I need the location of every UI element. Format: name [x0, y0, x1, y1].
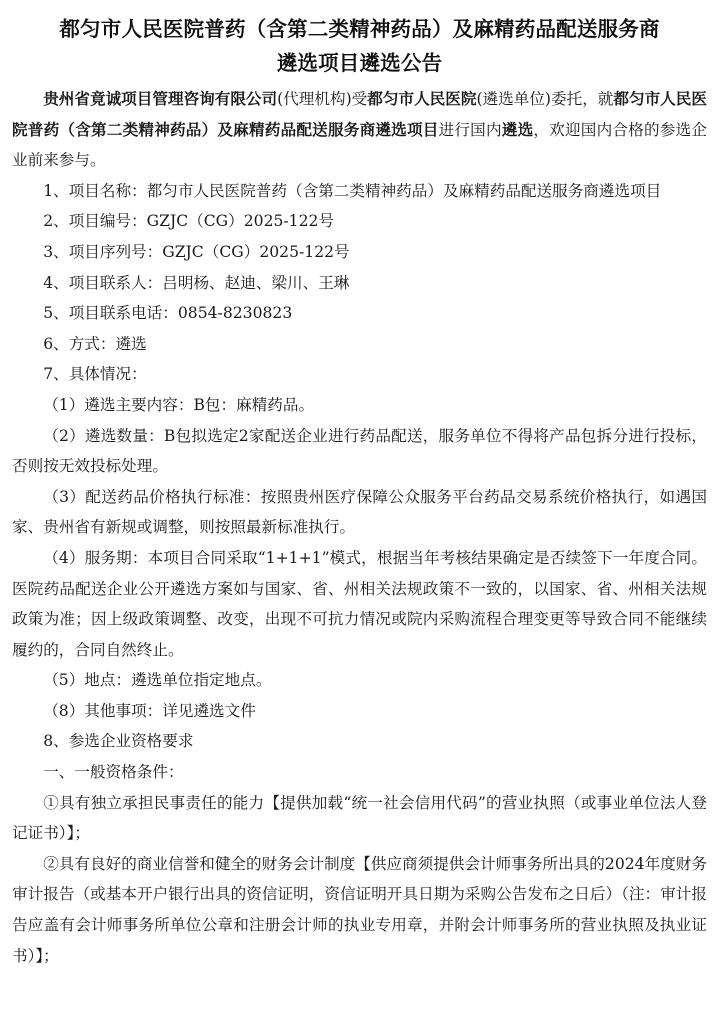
document-title: [12, 12, 707, 80]
item-project-serial: 3、项目序列号：GZJC（CG）2025-122号: [43, 242, 350, 261]
item-project-phone: 5、项目联系电话：0854-8230823: [43, 304, 293, 323]
hospital-name: 都匀市人民医院: [367, 90, 477, 108]
intro-closing: ，欢迎国内合格的参选企业前来参与。: [12, 120, 707, 170]
detail-service-period: （4）服务期：本项目合同采取“1+1+1”模式，根据当年考核结果确定是否续签下一年度合同。医院药品配送企业公开遴选方案如与国家、省、州相关法规政策不一致的，以国家、省、州相关法规政策为准；因上级政策调整、改变，出现不可抗力情况或院内采购流程合理变更等导致合同不能继续履约的，合同自然终止。: [12, 548, 707, 659]
detail-price-standard: （3）配送药品价格执行标准：按照贵州医疗保障公众服务平台药品交易系统价格执行，如遇国家、贵州省有新规或调整，则按照最新标准执行。: [12, 487, 707, 537]
title-line-1: 都匀市人民医院普药（含第二类精神药品）及麻精药品配送服务商: [59, 17, 660, 41]
project-suffix: 进行国内: [438, 120, 502, 139]
item-project-number: 2、项目编号：GZJC（CG）2025-122号: [43, 212, 335, 231]
general-qualification-heading: 一、一般资格条件：: [43, 763, 184, 782]
title-line-2: 遴选项目遴选公告: [276, 51, 443, 75]
selection-method: 遴选: [501, 120, 534, 139]
item-project-name: 1、项目名称：都匀市人民医院普药（含第二类精神药品）及麻精药品配送服务商遴选项目: [43, 181, 662, 200]
item-method: 6、方式：遴选: [43, 334, 147, 353]
intro-paragraph: [12, 84, 707, 176]
qualification-financial: ②具有良好的商业信誉和健全的财务会计制度【供应商须提供会计师事务所出具的2024年度财务审计报告（或基本开户银行出具的资信证明，资信证明开具日期为采购公告发布之日后）（注：审计报告应盖有会计师事务所单位公章和注册会计师的执业专用章，并附会计师事务所的营业执照及执业证书）】；: [12, 854, 707, 965]
item-project-contacts: 4、项目联系人：吕明杨、赵迪、梁川、王琳: [43, 273, 350, 292]
agency-name: 贵州省竟诚项目管理咨询有限公司: [43, 90, 278, 108]
detail-main-content: （1）遴选主要内容：B包：麻精药品。: [43, 395, 315, 414]
detail-other-matters: （8）其他事项：详见遴选文件: [43, 701, 256, 720]
qualification-civil-liability: ①具有独立承担民事责任的能力【提供加载“统一社会信用代码”的营业执照（或事业单位法人登记证书）】；: [12, 793, 707, 843]
agency-role: (代理机构)受: [277, 90, 368, 108]
item-qualification-heading: 8、参选企业资格要求: [43, 732, 194, 751]
hospital-role: (遴选单位)委托，就: [476, 90, 614, 108]
item-details-heading: 7、具体情况：: [43, 365, 147, 384]
detail-quantity: （2）遴选数量：B包拟选定2家配送企业进行药品配送，服务单位不得将产品包拆分进行投标，否则按无效投标处理。: [12, 426, 707, 476]
detail-location: （5）地点：遴选单位指定地点。: [43, 671, 272, 690]
project-name: 都匀市人民医院普药（含第二类精神药品）及麻精药品配送服务商遴选项目: [12, 90, 707, 139]
